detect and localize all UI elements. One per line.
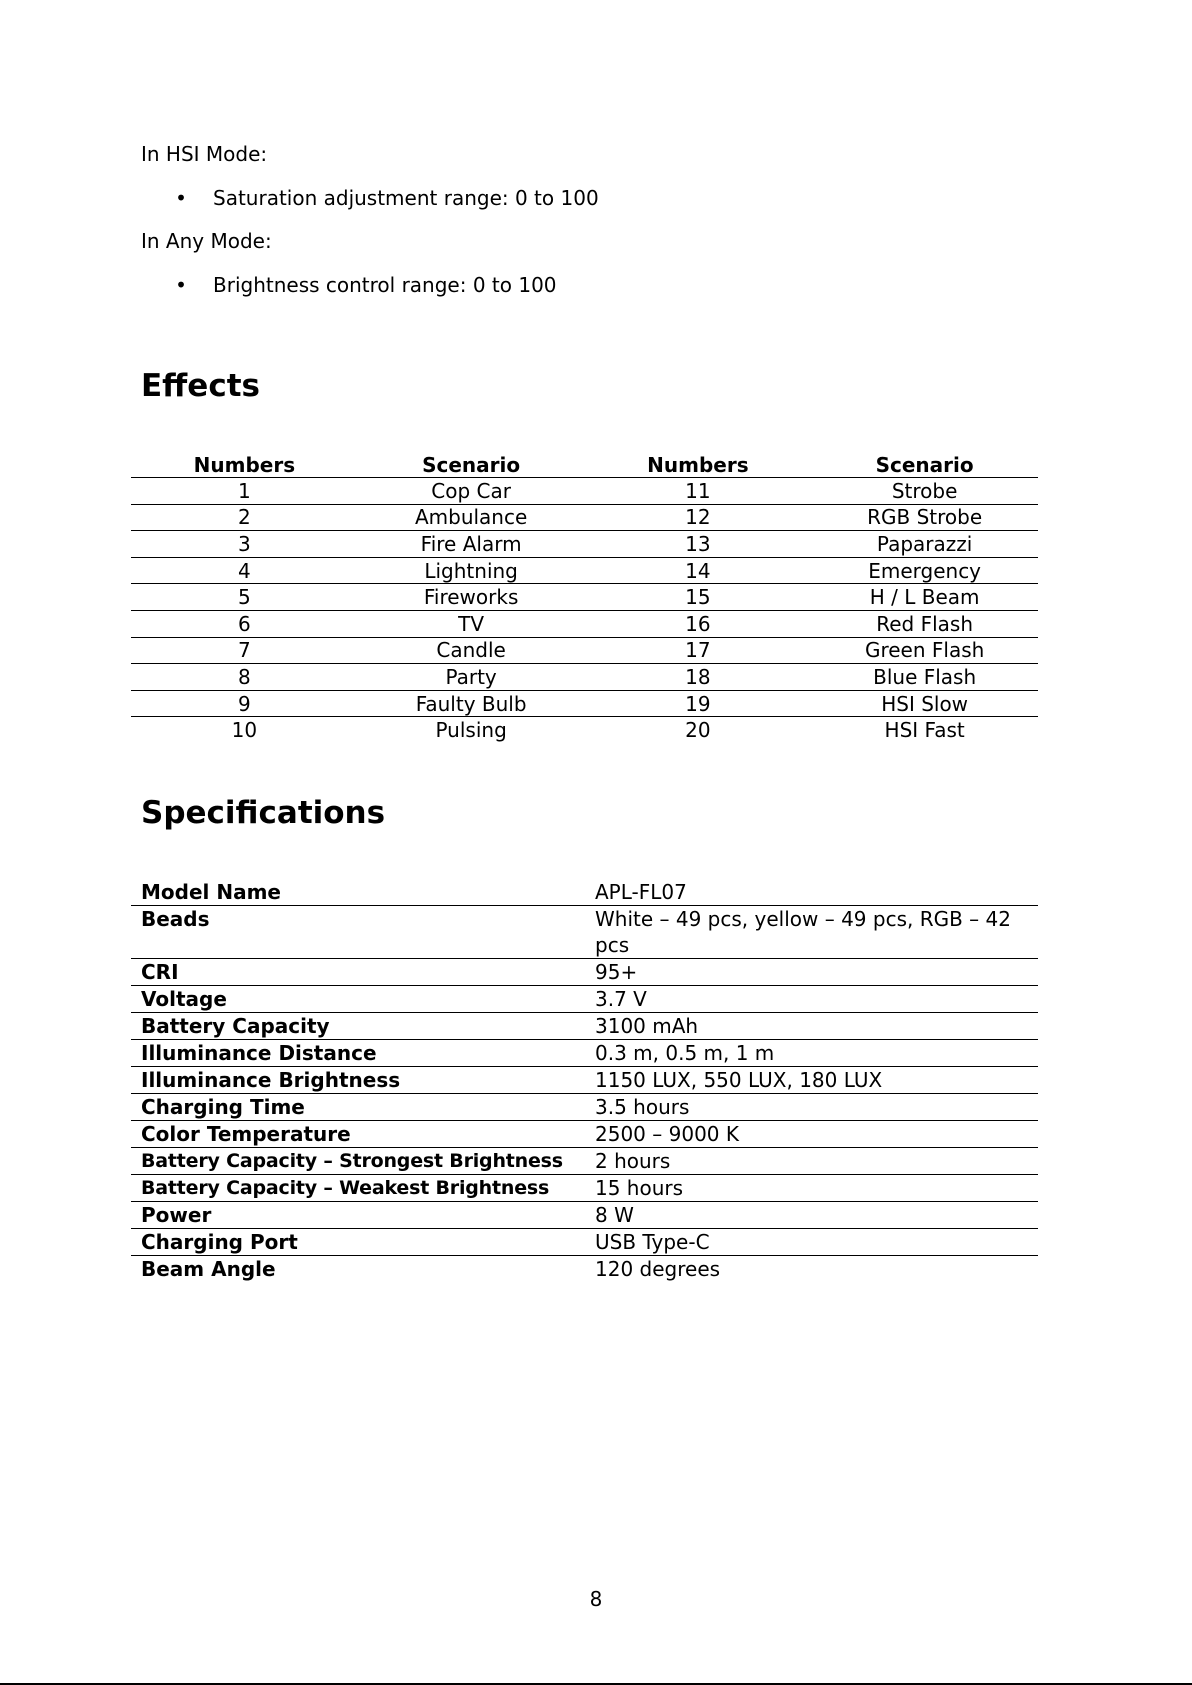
effect-scenario-cell: Blue Flash <box>811 664 1038 691</box>
column-header: Numbers <box>585 449 812 478</box>
spec-label: Color Temperature <box>131 1121 585 1148</box>
effect-number-cell: 17 <box>585 637 812 664</box>
spec-label: Charging Time <box>131 1094 585 1121</box>
effects-row <box>131 531 1038 558</box>
effect-scenario-cell: Candle <box>358 637 585 664</box>
effects-row <box>131 610 1038 637</box>
effect-number-cell: 2 <box>131 504 358 531</box>
spec-row <box>131 1175 1038 1202</box>
spec-value: 3.7 V <box>585 986 1038 1013</box>
spec-label: Model Name <box>131 879 585 906</box>
effects-row <box>131 717 1038 743</box>
effect-scenario-cell: Strobe <box>811 478 1038 505</box>
effect-scenario-cell: Red Flash <box>811 610 1038 637</box>
spec-label: Charging Port <box>131 1229 585 1256</box>
specifications-table <box>131 879 1038 1282</box>
effect-scenario-cell: Ambulance <box>358 504 585 531</box>
effect-number-cell: 8 <box>131 664 358 691</box>
spec-value: 2 hours <box>585 1148 1038 1175</box>
spec-row <box>131 1067 1038 1094</box>
effects-row <box>131 504 1038 531</box>
effect-scenario-cell: HSI Slow <box>811 690 1038 717</box>
spec-row <box>131 1040 1038 1067</box>
effect-number-cell: 20 <box>685 718 711 743</box>
effects-row <box>131 584 1038 611</box>
bullet-icon: • <box>175 186 187 210</box>
spec-row <box>131 959 1038 986</box>
specifications-table-body <box>131 879 1038 1282</box>
effects-row <box>131 664 1038 691</box>
spec-label: Voltage <box>131 986 585 1013</box>
spec-row <box>131 1202 1038 1229</box>
effect-number-cell: 11 <box>585 478 812 505</box>
effect-number-cell: 4 <box>131 557 358 584</box>
bullet-icon: • <box>175 273 187 297</box>
spec-row <box>131 1094 1038 1121</box>
spec-value: 8 W <box>585 1202 1038 1229</box>
effect-scenario-cell: Fireworks <box>358 584 585 611</box>
effect-number-cell: 12 <box>585 504 812 531</box>
any-mode-bullet-item <box>141 273 557 297</box>
effect-number-cell: 1 <box>131 478 358 505</box>
effect-number-cell: 15 <box>585 584 812 611</box>
spec-row <box>131 906 1038 959</box>
spec-value: 120 degrees <box>595 1257 721 1281</box>
effects-row <box>131 557 1038 584</box>
spec-label: Power <box>131 1202 585 1229</box>
effect-number-cell: 3 <box>131 531 358 558</box>
effect-scenario-cell: Lightning <box>358 557 585 584</box>
spec-value: 15 hours <box>585 1175 1038 1202</box>
column-header: Scenario <box>358 449 585 478</box>
spec-label: Beads <box>131 906 585 959</box>
spec-value: 1150 LUX, 550 LUX, 180 LUX <box>585 1067 1038 1094</box>
column-header: Numbers <box>131 449 358 478</box>
spec-value: 3100 mAh <box>585 1013 1038 1040</box>
spec-row <box>131 1229 1038 1256</box>
spec-value: USB Type-C <box>585 1229 1038 1256</box>
bullet-text: Saturation adjustment range: 0 to 100 <box>213 186 599 210</box>
spec-label: CRI <box>131 959 585 986</box>
effects-row <box>131 690 1038 717</box>
effect-scenario-cell: HSI Fast <box>884 718 965 743</box>
spec-row <box>131 1148 1038 1175</box>
effect-scenario-cell: RGB Strobe <box>811 504 1038 531</box>
spec-value: 2500 – 9000 K <box>585 1121 1038 1148</box>
spec-label: Battery Capacity – Strongest Brightness <box>131 1148 585 1175</box>
spec-label: Beam Angle <box>141 1257 276 1281</box>
any-mode-heading: In Any Mode: <box>141 229 272 253</box>
spec-label: Battery Capacity <box>131 1013 585 1040</box>
effect-number-cell: 7 <box>131 637 358 664</box>
effect-number-cell: 9 <box>131 690 358 717</box>
effect-scenario-cell: Fire Alarm <box>358 531 585 558</box>
hsi-mode-heading: In HSI Mode: <box>141 142 268 166</box>
effects-row <box>131 478 1038 505</box>
effect-scenario-cell: Emergency <box>811 557 1038 584</box>
page-number: 8 <box>589 1587 603 1611</box>
effect-scenario-cell: H / L Beam <box>811 584 1038 611</box>
bullet-text: Brightness control range: 0 to 100 <box>213 273 557 297</box>
spec-row <box>131 1256 1038 1283</box>
effect-number-cell: 6 <box>131 610 358 637</box>
spec-row <box>131 1121 1038 1148</box>
effect-scenario-cell: Green Flash <box>811 637 1038 664</box>
effect-scenario-cell: TV <box>358 610 585 637</box>
spec-label: Illuminance Distance <box>131 1040 585 1067</box>
effects-header-row <box>131 449 1038 478</box>
hsi-bullet-item <box>141 186 599 210</box>
effect-number-cell: 5 <box>131 584 358 611</box>
spec-value: White – 49 pcs, yellow – 49 pcs, RGB – 42 pcs <box>585 906 1038 959</box>
effect-scenario-cell: Party <box>358 664 585 691</box>
effect-scenario-cell: Cop Car <box>358 478 585 505</box>
spec-label: Battery Capacity – Weakest Brightness <box>131 1175 585 1202</box>
effects-table <box>131 449 1038 743</box>
effect-scenario-cell: Pulsing <box>435 718 507 743</box>
effect-number-cell: 10 <box>231 718 258 743</box>
effect-number-cell: 19 <box>585 690 812 717</box>
column-header: Scenario <box>811 449 1038 478</box>
specifications-heading: Specifications <box>141 795 386 831</box>
effects-table-body <box>131 478 1038 743</box>
effects-row <box>131 637 1038 664</box>
spec-value: 95+ <box>585 959 1038 986</box>
spec-value: 3.5 hours <box>585 1094 1038 1121</box>
effect-scenario-cell: Faulty Bulb <box>358 690 585 717</box>
effect-number-cell: 13 <box>585 531 812 558</box>
effect-number-cell: 18 <box>585 664 812 691</box>
spec-value: APL-FL07 <box>585 879 1038 906</box>
effect-scenario-cell: Paparazzi <box>811 531 1038 558</box>
effect-number-cell: 16 <box>585 610 812 637</box>
spec-row <box>131 1013 1038 1040</box>
spec-row <box>131 879 1038 906</box>
spec-label: Illuminance Brightness <box>131 1067 585 1094</box>
effect-number-cell: 14 <box>585 557 812 584</box>
spec-value: 0.3 m, 0.5 m, 1 m <box>585 1040 1038 1067</box>
spec-row <box>131 986 1038 1013</box>
effects-heading: Effects <box>141 368 260 404</box>
